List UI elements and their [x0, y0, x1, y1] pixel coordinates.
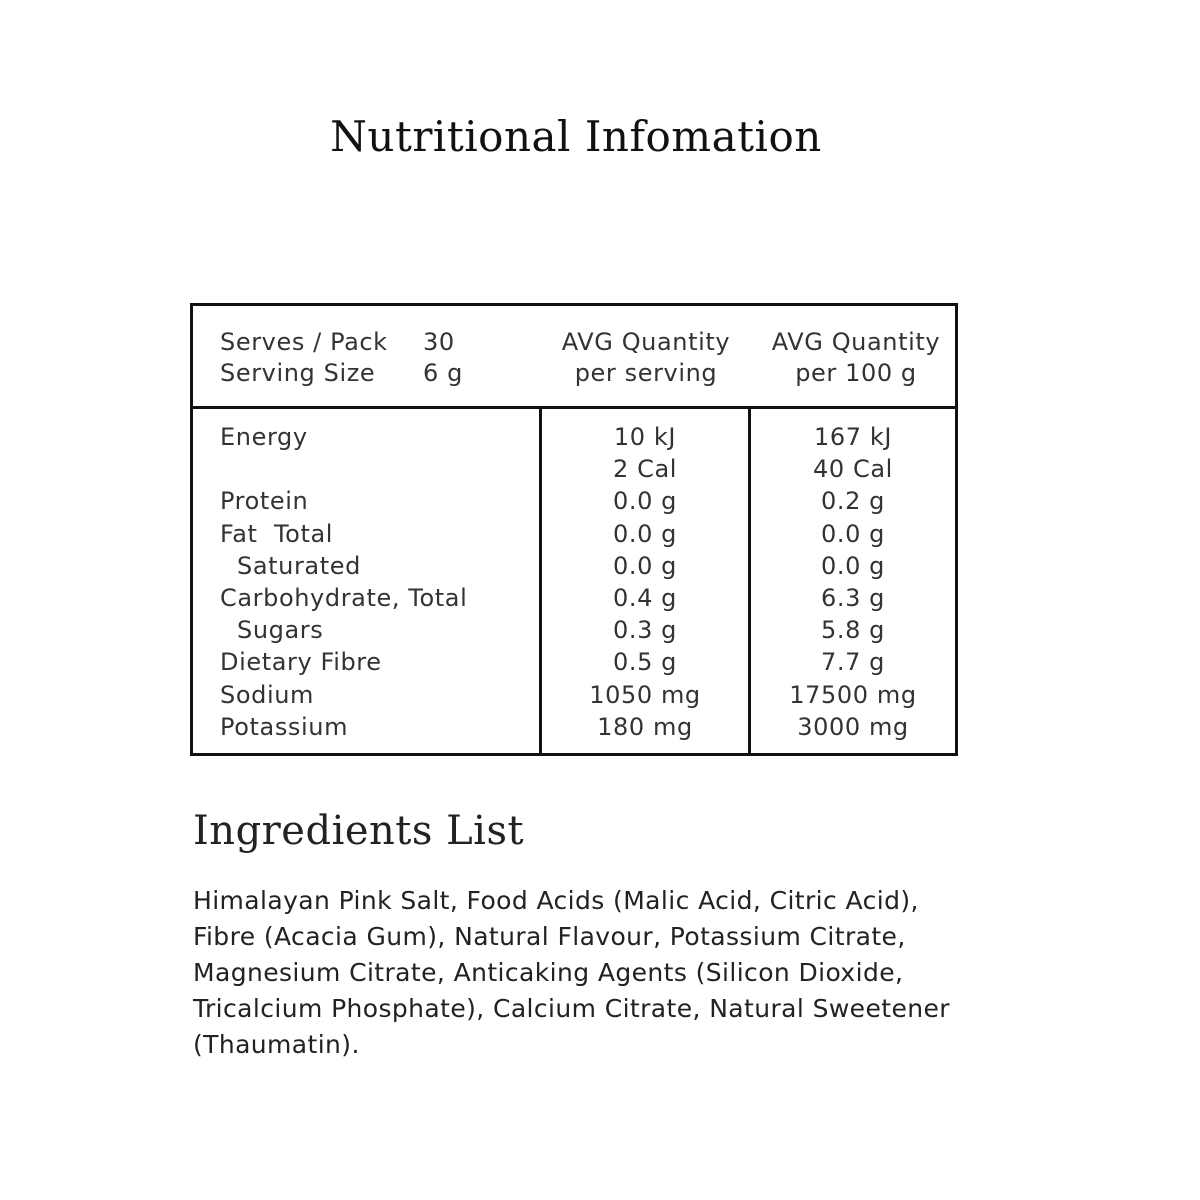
per-serving-value: 180 mg — [597, 712, 693, 741]
table-row — [193, 453, 955, 485]
serving-size-value: 6 g — [423, 359, 463, 387]
table-row — [193, 646, 955, 678]
serves-per-pack-label: Serves / Pack — [220, 328, 388, 356]
table-row — [193, 614, 955, 646]
nutrient-name: Carbohydrate, Total — [220, 583, 468, 612]
per-serving-header-line1: AVG Quantity — [561, 328, 731, 356]
table-row — [193, 550, 955, 582]
nutrient-name: Energy — [220, 423, 308, 451]
per-serving-value: 0.0 g — [612, 519, 678, 548]
per-serving-value: 0.0 g — [612, 487, 678, 516]
per-serving-value: 10 kJ — [613, 423, 677, 451]
per-serving-value: 1050 mg — [589, 680, 701, 709]
per-100g-header-line2: per 100 g — [795, 359, 917, 387]
per-100g-value: 167 kJ — [813, 423, 892, 451]
per-serving-value: 2 Cal — [612, 455, 678, 484]
nutrient-rows — [193, 421, 955, 743]
page-title: Nutritional Infomation — [330, 112, 822, 161]
serves-per-pack-value: 30 — [423, 328, 455, 356]
per-100g-header-line1: AVG Quantity — [771, 328, 941, 356]
table-row — [193, 679, 955, 711]
ingredients-list: Himalayan Pink Salt, Food Acids (Malic Acid, Citric Acid), Fibre (Acacia Gum), Natural Flavour, Potassium Citrate, Magnesium Citrate, Anticaking Agents (Silicon Dioxide, Tricalcium Phosphate), Calcium Citrate, Natural Sweetener (Thaumatin). — [193, 886, 950, 1059]
per-serving-value: 0.4 g — [612, 583, 678, 612]
per-100g-value: 7.7 g — [820, 648, 886, 677]
per-100g-value: 6.3 g — [820, 583, 886, 612]
table-row — [193, 485, 955, 517]
per-100g-value: 40 Cal — [813, 455, 893, 484]
nutrient-name: Fat Total — [220, 519, 334, 548]
table-row — [193, 711, 955, 743]
per-serving-value: 0.3 g — [612, 616, 678, 645]
per-100g-value: 0.2 g — [820, 487, 886, 516]
per-100g-value: 3000 mg — [797, 712, 909, 741]
per-serving-header-line2: per serving — [574, 359, 718, 387]
per-serving-column-header — [551, 327, 741, 389]
nutrient-name: Potassium — [220, 712, 349, 741]
per-100g-column-header — [761, 327, 951, 389]
per-serving-value: 0.0 g — [612, 551, 678, 580]
per-100g-value: 0.0 g — [820, 551, 886, 580]
nutrient-name: Sodium — [220, 680, 315, 709]
nutrient-name: Sugars — [237, 616, 324, 645]
nutrient-name: Protein — [220, 487, 309, 516]
table-header — [193, 306, 955, 409]
per-serving-value: 0.5 g — [612, 648, 678, 677]
nutrition-table — [190, 303, 958, 756]
serving-info — [220, 327, 463, 389]
serving-size-label: Serving Size — [220, 359, 376, 387]
table-row — [193, 518, 955, 550]
per-100g-value: 5.8 g — [820, 616, 886, 645]
table-row — [193, 421, 955, 453]
nutrient-name: Dietary Fibre — [220, 648, 382, 677]
ingredients-heading: Ingredients List — [193, 808, 525, 854]
per-100g-value: 0.0 g — [820, 519, 886, 548]
nutrient-name: Saturated — [237, 551, 361, 580]
per-100g-value: 17500 mg — [789, 680, 917, 709]
table-row — [193, 582, 955, 614]
